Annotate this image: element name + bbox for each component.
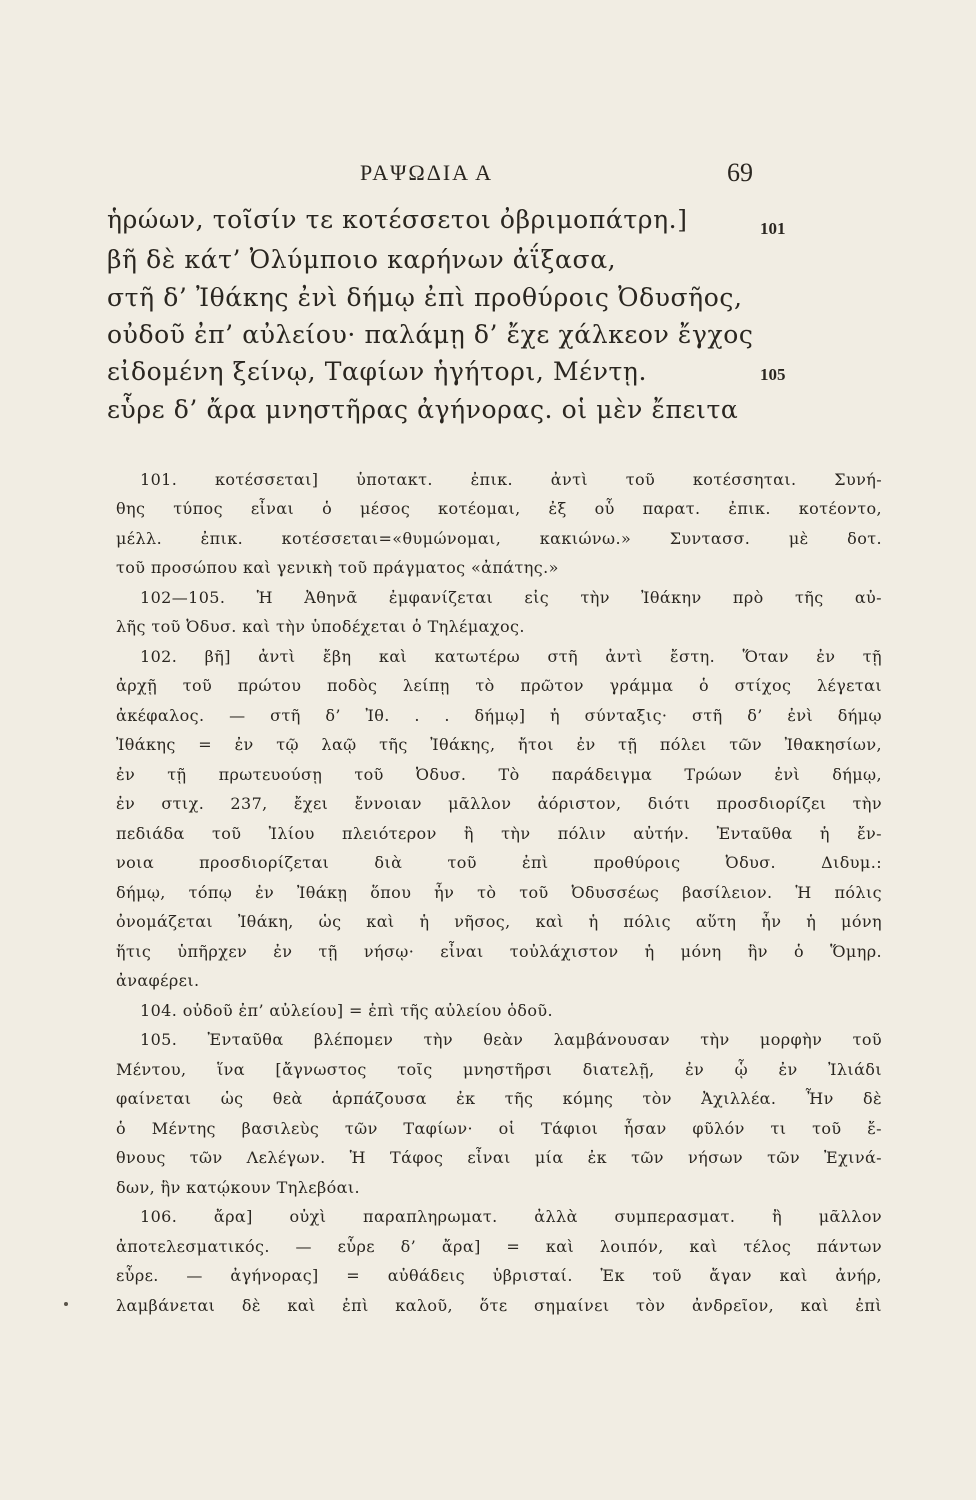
running-head: ΡΑΨΩΔΙΑ Α (360, 160, 494, 185)
commentary-line: 102. βῆ] ἀντὶ ἔβη καὶ κατωτέρω στῆ ἀντὶ ἔστη. Ὅταν ἐν τῇ (140, 647, 882, 666)
commentary-line: ἀρχῇ τοῦ πρώτου ποδὸς λείπῃ τὸ πρῶτον γράμμα ὁ στίχος λέγεται (116, 676, 882, 695)
verse-line: εὗρε δ’ ἄρα μνηστῆρας ἀγήνορας. οἱ μὲν ἔπειτα (107, 395, 739, 424)
commentary-line: νοια προσδιορίζεται διὰ τοῦ ἐπὶ προθύροις Ὀδυσ. Διδυμ.: (116, 853, 882, 872)
commentary-line: ὀνομάζεται Ἰθάκη, ὡς καὶ ἡ νῆσος, καὶ ἡ πόλις αὕτη ἦν ἡ μόνη (116, 912, 882, 931)
verse-line-number: 101 (760, 219, 786, 238)
page-number: 69 (727, 158, 753, 187)
verse-line: οὐδοῦ ἐπ’ αὐλείου· παλάμῃ δ’ ἔχε χάλκεον ἔγχος (107, 320, 754, 349)
verse-line: ἡρώων, τοῖσίν τε κοτέσσετοι ὀβριμοπάτρη.] (107, 205, 688, 234)
commentary-line: εὗρε. — ἀγήνορας] = αὐθάδεις ὑβρισταί. Ἐκ τοῦ ἄγαν καὶ ἀνήρ, (116, 1266, 882, 1285)
commentary-line: ἐν τῇ πρωτευούσῃ τοῦ Ὀδυσ. Τὸ παράδειγμα Τρώων ἐνὶ δήμῳ, (116, 765, 882, 784)
commentary-line: λῆς τοῦ Ὀδυσ. καὶ τὴν ὑποδέχεται ὁ Τηλέμαχος. (116, 617, 525, 636)
verse-line: στῆ δ’ Ἰθάκης ἐνὶ δήμῳ ἐπὶ προθύροις Ὀδυσῆος, (107, 283, 743, 312)
commentary-line: φαίνεται ὡς θεὰ ἁρπάζουσα ἐκ τῆς κόμης τὸν Ἀχιλλέα. Ἦν δὲ (116, 1089, 882, 1108)
commentary-line: λαμβάνεται δὲ καὶ ἐπὶ καλοῦ, ὅτε σημαίνει τὸν ἀνδρεῖον, καὶ ἐπὶ (116, 1296, 882, 1315)
commentary-line: θης τύπος εἶναι ὁ μέσος κοτέομαι, ἐξ οὗ παρατ. ἐπικ. κοτέοντο, (116, 499, 882, 518)
verse-line-number: 105 (760, 365, 786, 384)
commentary-line: θνους τῶν Λελέγων. Ἡ Τάφος εἶναι μία ἐκ τῶν νήσων τῶν Ἐχινά- (116, 1148, 882, 1167)
commentary-line: ἥτις ὑπῆρχεν ἐν τῇ νήσῳ· εἶναι τοὐλάχιστον ἡ μόνη ἣν ὁ Ὅμηρ. (116, 942, 882, 961)
commentary-line: ἀναφέρει. (116, 971, 200, 990)
commentary-line: 101. κοτέσσεται] ὑποτακτ. ἐπικ. ἀντὶ τοῦ κοτέσσηται. Συνή- (140, 470, 882, 489)
commentary-line: ἀποτελεσματικός. — εὗρε δ’ ἄρα] = καὶ λοιπόν, καὶ τέλος πάντων (116, 1237, 882, 1256)
commentary-line: μέλλ. ἐπικ. κοτέσσεται=«θυμώνομαι, κακιώνω.» Συντασσ. μὲ δοτ. (116, 529, 882, 548)
commentary-line: 104. οὐδοῦ ἐπ’ αὐλείου] = ἐπὶ τῆς αὐλείου ὁδοῦ. (140, 1001, 553, 1020)
commentary-line: δων, ἣν κατῴκουν Τηλεβόαι. (116, 1178, 360, 1197)
margin-dot (64, 1302, 68, 1306)
commentary-line: τοῦ προσώπου καὶ γενικὴ τοῦ πράγματος «ἀπάτης.» (116, 558, 559, 577)
commentary-line: 102—105. Ἡ Ἀθηνᾶ ἐμφανίζεται εἰς τὴν Ἰθάκην πρὸ τῆς αὐ- (140, 588, 882, 607)
verse-line: εἰδομένη ξείνῳ, Ταφίων ἡγήτορι, Μέντῃ. (107, 357, 648, 386)
verse-line: βῆ δὲ κάτ’ Ὀλύμποιο καρήνων ἀΐξασα, (107, 245, 617, 274)
commentary-line: Μέντου, ἵνα [ἄγνωστος τοῖς μνηστῆρσι διατελῇ, ἐν ᾧ ἐν Ἰλιάδι (116, 1060, 882, 1079)
commentary-line: ὁ Μέντης βασιλεὺς τῶν Ταφίων· οἱ Τάφιοι ἦσαν φῦλόν τι τοῦ ἔ- (116, 1119, 882, 1138)
commentary-line: ἐν στιχ. 237, ἔχει ἔννοιαν μᾶλλον ἀόριστον, διότι προσδιορίζει τὴν (116, 794, 882, 813)
commentary-line: 105. Ἐνταῦθα βλέπομεν τὴν θεὰν λαμβάνουσαν τὴν μορφὴν τοῦ (140, 1030, 882, 1049)
commentary-line: 106. ἄρα] οὐχὶ παραπληρωματ. ἀλλὰ συμπερασματ. ἢ μᾶλλον (140, 1207, 882, 1226)
commentary-line: Ἰθάκης = ἐν τῷ λαῷ τῆς Ἰθάκης, ἤτοι ἐν τῇ πόλει τῶν Ἰθακησίων, (116, 735, 882, 754)
commentary-line: πεδιάδα τοῦ Ἰλίου πλειότερον ἢ τὴν πόλιν αὐτήν. Ἐνταῦθα ἡ ἔν- (116, 824, 882, 843)
commentary-line: δήμῳ, τόπῳ ἐν Ἰθάκῃ ὅπου ἦν τὸ τοῦ Ὀδυσσέως βασίλειον. Ἡ πόλις (116, 883, 882, 902)
commentary-line: ἀκέφαλος. — στῆ δ’ Ἰθ. . . δήμῳ] ἡ σύνταξις· στῆ δ’ ἐνὶ δήμῳ (116, 706, 882, 725)
